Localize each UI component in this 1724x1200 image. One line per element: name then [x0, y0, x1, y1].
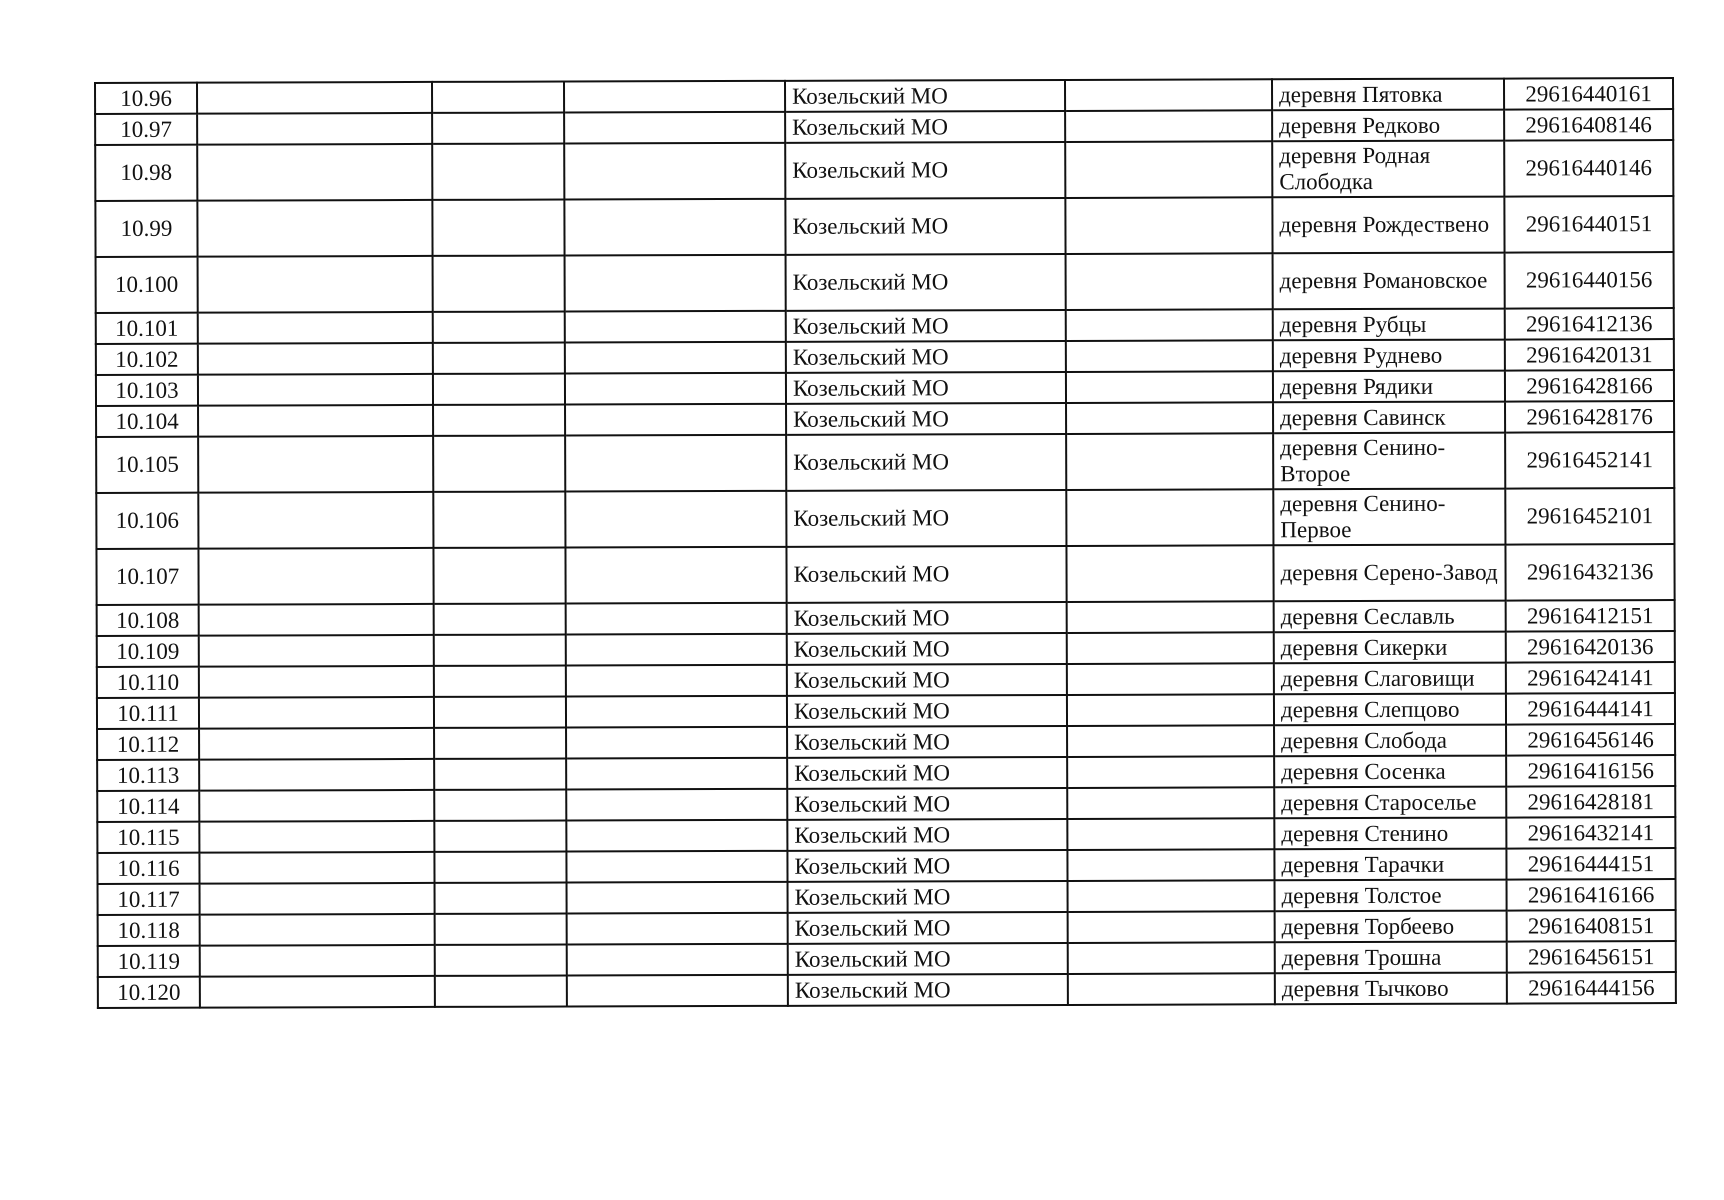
table-row — [96, 370, 1674, 406]
empty-cell — [1068, 880, 1275, 912]
empty-cell — [1065, 141, 1272, 198]
row-number: 10.116 — [97, 853, 199, 884]
settlement-name-cell: деревня Стенино — [1274, 818, 1506, 850]
municipality-cell: Козельский МО — [787, 788, 1067, 820]
row-number: 10.106 — [96, 493, 198, 549]
empty-cell — [200, 945, 435, 977]
empty-cell — [566, 603, 787, 635]
empty-cell — [1067, 756, 1274, 788]
empty-cell — [199, 604, 434, 636]
row-number: 10.98 — [95, 145, 197, 201]
empty-cell — [199, 666, 434, 698]
okato-code-cell: 29616416166 — [1507, 879, 1676, 911]
municipality-cell: Козельский МО — [786, 403, 1066, 435]
empty-cell — [564, 199, 785, 256]
row-number: 10.120 — [98, 977, 200, 1008]
municipality-cell: Козельский МО — [787, 602, 1067, 634]
okato-code-cell: 29616440156 — [1505, 252, 1674, 309]
settlement-name-cell: деревня Слобода — [1274, 725, 1506, 757]
table-row — [96, 488, 1674, 549]
empty-cell — [1065, 110, 1272, 142]
empty-cell — [433, 436, 565, 492]
empty-cell — [199, 790, 434, 822]
municipality-cell: Козельский МО — [786, 310, 1066, 342]
empty-cell — [564, 112, 785, 144]
empty-cell — [433, 548, 565, 604]
table-row — [96, 401, 1674, 437]
empty-cell — [434, 852, 566, 883]
empty-cell — [565, 255, 786, 312]
settlement-name-cell: деревня Сеславль — [1274, 601, 1506, 633]
settlement-name-cell: деревня Рубцы — [1273, 309, 1505, 341]
municipality-cell: Козельский МО — [787, 726, 1067, 758]
settlement-name-cell: деревня Староселье — [1274, 787, 1506, 819]
document-page — [94, 77, 1675, 1009]
row-number: 10.111 — [97, 698, 199, 729]
empty-cell — [433, 256, 565, 312]
empty-cell — [566, 696, 787, 728]
empty-cell — [434, 604, 566, 635]
empty-cell — [435, 945, 567, 976]
settlement-name-cell: деревня Слаговищи — [1274, 663, 1506, 695]
empty-cell — [564, 143, 785, 200]
empty-cell — [1067, 663, 1274, 695]
municipality-cell: Козельский МО — [787, 664, 1067, 696]
settlement-name-cell: деревня Рядики — [1273, 371, 1505, 403]
empty-cell — [1068, 973, 1275, 1005]
empty-cell — [565, 311, 786, 343]
empty-cell — [200, 914, 435, 946]
empty-cell — [566, 851, 787, 883]
okato-code-cell: 29616444151 — [1506, 848, 1675, 880]
table-row — [97, 662, 1675, 698]
empty-cell — [566, 727, 787, 759]
table-row — [97, 755, 1675, 791]
empty-cell — [434, 759, 566, 790]
empty-cell — [1066, 340, 1273, 372]
row-number: 10.118 — [98, 915, 200, 946]
settlement-name-cell: деревня Рождествено — [1272, 197, 1504, 254]
empty-cell — [434, 821, 566, 852]
empty-cell — [199, 728, 434, 760]
empty-cell — [565, 491, 786, 548]
municipality-cell: Козельский МО — [786, 490, 1066, 547]
settlement-name-cell: деревня Слепцово — [1274, 694, 1506, 726]
okato-code-cell: 29616452101 — [1505, 488, 1674, 545]
okato-code-cell: 29616440161 — [1504, 78, 1673, 110]
settlement-name-cell: деревня Родная Слободка — [1272, 141, 1504, 198]
empty-cell — [199, 852, 434, 884]
empty-cell — [1067, 787, 1274, 819]
municipality-cell: Козельский МО — [786, 434, 1066, 491]
empty-cell — [435, 883, 567, 914]
okato-code-cell: 29616440151 — [1504, 196, 1673, 253]
empty-cell — [565, 342, 786, 374]
empty-cell — [432, 113, 564, 144]
okato-code-cell: 29616432136 — [1505, 544, 1674, 601]
empty-cell — [566, 665, 787, 697]
okato-code-cell: 29616440146 — [1504, 140, 1673, 197]
empty-cell — [198, 492, 433, 549]
municipality-cell: Козельский МО — [788, 943, 1068, 975]
table-row — [96, 544, 1674, 605]
settlement-name-cell: деревня Толстое — [1275, 880, 1507, 912]
settlement-name-cell: деревня Сенино-Первое — [1273, 489, 1505, 546]
settlement-name-cell: деревня Сенино-Второе — [1273, 433, 1505, 490]
empty-cell — [432, 82, 564, 113]
table-row — [95, 109, 1673, 145]
row-number: 10.109 — [97, 636, 199, 667]
settlement-name-cell: деревня Сосенка — [1274, 756, 1506, 788]
empty-cell — [435, 976, 567, 1007]
empty-cell — [434, 635, 566, 666]
row-number: 10.96 — [95, 83, 197, 114]
empty-cell — [567, 913, 788, 945]
empty-cell — [197, 200, 432, 257]
empty-cell — [1066, 253, 1273, 310]
table-row — [98, 972, 1676, 1008]
municipality-cell: Козельский МО — [786, 254, 1066, 311]
table-row — [97, 631, 1675, 667]
okato-code-cell: 29616416156 — [1506, 755, 1675, 787]
okato-code-cell: 29616412151 — [1506, 600, 1675, 632]
empty-cell — [199, 821, 434, 853]
row-number: 10.103 — [96, 375, 198, 406]
empty-cell — [1066, 489, 1273, 546]
empty-cell — [433, 374, 565, 405]
row-number: 10.112 — [97, 729, 199, 760]
row-number: 10.117 — [98, 884, 200, 915]
row-number: 10.108 — [97, 605, 199, 636]
settlement-name-cell: деревня Руднево — [1273, 340, 1505, 372]
settlement-registry-table — [94, 77, 1677, 1009]
empty-cell — [200, 976, 435, 1008]
table-row — [97, 693, 1675, 729]
municipality-cell: Козельский МО — [786, 341, 1066, 373]
municipality-cell: Козельский МО — [788, 974, 1068, 1006]
row-number: 10.105 — [96, 437, 198, 493]
row-number: 10.110 — [97, 667, 199, 698]
municipality-cell: Козельский МО — [787, 695, 1067, 727]
settlement-name-cell: деревня Тарачки — [1274, 849, 1506, 881]
row-number: 10.99 — [95, 201, 197, 257]
table-row — [98, 879, 1676, 915]
okato-code-cell: 29616452141 — [1505, 432, 1674, 489]
empty-cell — [1065, 197, 1272, 254]
settlement-name-cell: деревня Торбеево — [1275, 911, 1507, 943]
empty-cell — [200, 883, 435, 915]
empty-cell — [198, 405, 433, 437]
settlement-name-cell: деревня Сикерки — [1274, 632, 1506, 664]
table-row — [97, 848, 1675, 884]
empty-cell — [1067, 694, 1274, 726]
empty-cell — [564, 81, 785, 113]
empty-cell — [199, 759, 434, 791]
empty-cell — [1065, 79, 1272, 111]
settlement-name-cell: деревня Пятовка — [1272, 79, 1504, 111]
settlement-name-cell: деревня Савинск — [1273, 402, 1505, 434]
table-row — [95, 140, 1673, 201]
empty-cell — [199, 635, 434, 667]
empty-cell — [433, 492, 565, 548]
table-row — [97, 786, 1675, 822]
empty-cell — [1066, 371, 1273, 403]
okato-code-cell: 29616428166 — [1505, 370, 1674, 402]
okato-code-cell: 29616408151 — [1507, 910, 1676, 942]
empty-cell — [434, 728, 566, 759]
okato-code-cell: 29616456151 — [1507, 941, 1676, 973]
municipality-cell: Козельский МО — [785, 111, 1065, 143]
okato-code-cell: 29616424141 — [1506, 662, 1675, 694]
empty-cell — [1067, 818, 1274, 850]
empty-cell — [567, 882, 788, 914]
empty-cell — [1067, 725, 1274, 757]
empty-cell — [434, 697, 566, 728]
empty-cell — [1067, 601, 1274, 633]
row-number: 10.114 — [97, 791, 199, 822]
empty-cell — [565, 547, 786, 604]
empty-cell — [197, 82, 432, 114]
empty-cell — [199, 697, 434, 729]
empty-cell — [197, 113, 432, 145]
settlement-name-cell: деревня Романовское — [1273, 253, 1505, 310]
empty-cell — [434, 666, 566, 697]
municipality-cell: Козельский МО — [787, 850, 1067, 882]
settlement-name-cell: деревня Редково — [1272, 110, 1504, 142]
empty-cell — [1066, 402, 1273, 434]
municipality-cell: Козельский МО — [785, 142, 1065, 199]
empty-cell — [197, 144, 432, 201]
municipality-cell: Козельский МО — [785, 80, 1065, 112]
row-number: 10.102 — [96, 344, 198, 375]
table-row — [98, 941, 1676, 977]
table-row — [96, 308, 1674, 344]
empty-cell — [566, 758, 787, 790]
row-number: 10.107 — [96, 549, 198, 605]
row-number: 10.97 — [95, 114, 197, 145]
okato-code-cell: 29616412136 — [1505, 308, 1674, 340]
municipality-cell: Козельский МО — [787, 757, 1067, 789]
empty-cell — [198, 548, 433, 605]
settlement-name-cell: деревня Серено-Завод — [1273, 545, 1505, 602]
table-row — [98, 910, 1676, 946]
municipality-cell: Козельский МО — [786, 546, 1066, 603]
okato-code-cell: 29616444156 — [1507, 972, 1676, 1004]
empty-cell — [433, 312, 565, 343]
table-body — [95, 78, 1676, 1008]
table-row — [97, 600, 1675, 636]
row-number: 10.115 — [97, 822, 199, 853]
municipality-cell: Козельский МО — [787, 819, 1067, 851]
empty-cell — [198, 436, 433, 493]
empty-cell — [434, 790, 566, 821]
table-row — [96, 339, 1674, 375]
row-number: 10.119 — [98, 946, 200, 977]
okato-code-cell: 29616432141 — [1506, 817, 1675, 849]
empty-cell — [1067, 632, 1274, 664]
empty-cell — [432, 144, 564, 200]
municipality-cell: Козельский МО — [786, 372, 1066, 404]
table-row — [95, 196, 1673, 257]
empty-cell — [198, 374, 433, 406]
empty-cell — [566, 789, 787, 821]
municipality-cell: Козельский МО — [788, 881, 1068, 913]
settlement-name-cell: деревня Трошна — [1275, 942, 1507, 974]
municipality-cell: Козельский МО — [787, 633, 1067, 665]
okato-code-cell: 29616444141 — [1506, 693, 1675, 725]
settlement-name-cell: деревня Тычково — [1275, 973, 1507, 1005]
okato-code-cell: 29616408146 — [1504, 109, 1673, 141]
row-number: 10.100 — [96, 257, 198, 313]
table-row — [97, 724, 1675, 760]
empty-cell — [433, 405, 565, 436]
table-row — [97, 817, 1675, 853]
empty-cell — [567, 944, 788, 976]
empty-cell — [565, 435, 786, 492]
empty-cell — [198, 256, 433, 313]
empty-cell — [567, 975, 788, 1007]
empty-cell — [435, 914, 567, 945]
empty-cell — [1066, 545, 1273, 602]
municipality-cell: Козельский МО — [785, 198, 1065, 255]
okato-code-cell: 29616456146 — [1506, 724, 1675, 756]
row-number: 10.104 — [96, 406, 198, 437]
okato-code-cell: 29616420131 — [1505, 339, 1674, 371]
municipality-cell: Козельский МО — [788, 912, 1068, 944]
okato-code-cell: 29616428181 — [1506, 786, 1675, 818]
row-number: 10.113 — [97, 760, 199, 791]
empty-cell — [198, 343, 433, 375]
empty-cell — [433, 343, 565, 374]
empty-cell — [566, 634, 787, 666]
table-row — [95, 78, 1673, 114]
table-row — [96, 252, 1674, 313]
okato-code-cell: 29616428176 — [1505, 401, 1674, 433]
empty-cell — [566, 820, 787, 852]
row-number: 10.101 — [96, 313, 198, 344]
okato-code-cell: 29616420136 — [1506, 631, 1675, 663]
table-row — [96, 432, 1674, 493]
empty-cell — [1068, 911, 1275, 943]
empty-cell — [565, 404, 786, 436]
empty-cell — [432, 200, 564, 256]
empty-cell — [1067, 849, 1274, 881]
empty-cell — [1066, 433, 1273, 490]
empty-cell — [198, 312, 433, 344]
empty-cell — [1068, 942, 1275, 974]
empty-cell — [565, 373, 786, 405]
empty-cell — [1066, 309, 1273, 341]
